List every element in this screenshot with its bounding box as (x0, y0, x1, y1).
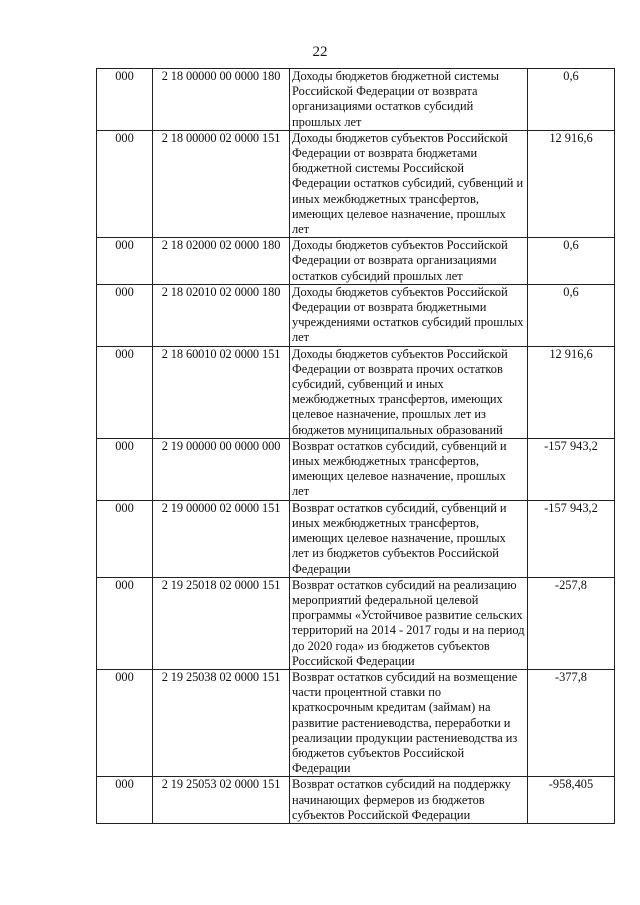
revenue-name-cell: Доходы бюджетов субъектов Российской Федерации от возврата организациями остатков субсидий прошлых лет (290, 238, 528, 285)
table-row (97, 346, 615, 438)
amount-cell: 12 916,6 (528, 346, 615, 438)
revenue-name-cell: Доходы бюджетов бюджетной системы Российской Федерации от возврата организациями остатков субсидий прошлых лет (290, 69, 528, 131)
table-row (97, 69, 615, 131)
admin-code-cell: 000 (97, 577, 153, 669)
amount-cell: 0,6 (528, 69, 615, 131)
budget-code-cell: 2 18 02010 02 0000 180 (153, 284, 290, 346)
revenue-name-cell: Возврат остатков субсидий на поддержку начинающих фермеров из бюджетов субъектов Российской Федерации (290, 777, 528, 824)
amount-cell: 0,6 (528, 284, 615, 346)
budget-code-cell: 2 18 02000 02 0000 180 (153, 238, 290, 285)
amount-cell: -157 943,2 (528, 438, 615, 500)
admin-code-cell: 000 (97, 238, 153, 285)
revenue-name-cell: Возврат остатков субсидий на реализацию мероприятий федеральной целевой программы «Устойчивое развитие сельских территорий на 2014 - 2017 годы и на период до 2020 года» из бюджетов субъектов Российской Федерации (290, 577, 528, 669)
admin-code-cell: 000 (97, 284, 153, 346)
budget-code-cell: 2 19 25018 02 0000 151 (153, 577, 290, 669)
page-number: 22 (312, 44, 328, 60)
table-row (97, 284, 615, 346)
amount-cell: -958,405 (528, 777, 615, 824)
revenue-name-cell: Возврат остатков субсидий, субвенций и иных межбюджетных трансфертов, имеющих целевое назначение, прошлых лет из бюджетов субъектов Российской Федерации (290, 500, 528, 577)
table-row (97, 438, 615, 500)
revenue-name-cell: Доходы бюджетов субъектов Российской Федерации от возврата бюджетными учреждениями остатков субсидий прошлых лет (290, 284, 528, 346)
budget-code-cell: 2 19 25053 02 0000 151 (153, 777, 290, 824)
admin-code-cell: 000 (97, 669, 153, 776)
budget-code-cell: 2 18 00000 00 0000 180 (153, 69, 290, 131)
budget-code-cell: 2 18 00000 02 0000 151 (153, 130, 290, 237)
budget-revenue-table (96, 68, 615, 824)
amount-cell: 12 916,6 (528, 130, 615, 237)
revenue-name-cell: Доходы бюджетов субъектов Российской Федерации от возврата бюджетами бюджетной системы Российской Федерации остатков субсидий, субвенций и иных межбюджетных трансфертов, имеющих целевое назначение, прошлых лет (290, 130, 528, 237)
amount-cell: -257,8 (528, 577, 615, 669)
revenue-name-cell: Доходы бюджетов субъектов Российской Федерации от возврата прочих остатков субсидий, субвенций и иных межбюджетных трансфертов, имеющих целевое назначение, прошлых лет из бюджетов муниципальных образований (290, 346, 528, 438)
admin-code-cell: 000 (97, 69, 153, 131)
budget-code-cell: 2 19 00000 02 0000 151 (153, 500, 290, 577)
budget-code-cell: 2 19 00000 00 0000 000 (153, 438, 290, 500)
admin-code-cell: 000 (97, 346, 153, 438)
admin-code-cell: 000 (97, 438, 153, 500)
table-row (97, 130, 615, 237)
table-row (97, 577, 615, 669)
revenue-name-cell: Возврат остатков субсидий на возмещение части процентной ставки по краткосрочным кредитам (займам) на развитие растениеводства, переработки и реализации продукции растениеводства из бюджетов субъектов Российской Федерации (290, 669, 528, 776)
table-row (97, 777, 615, 824)
amount-cell: 0,6 (528, 238, 615, 285)
table-row (97, 669, 615, 776)
table-row (97, 238, 615, 285)
budget-code-cell: 2 19 25038 02 0000 151 (153, 669, 290, 776)
admin-code-cell: 000 (97, 777, 153, 824)
budget-code-cell: 2 18 60010 02 0000 151 (153, 346, 290, 438)
amount-cell: -377,8 (528, 669, 615, 776)
amount-cell: -157 943,2 (528, 500, 615, 577)
admin-code-cell: 000 (97, 500, 153, 577)
admin-code-cell: 000 (97, 130, 153, 237)
revenue-name-cell: Возврат остатков субсидий, субвенций и иных межбюджетных трансфертов, имеющих целевое назначение, прошлых лет (290, 438, 528, 500)
table-row (97, 500, 615, 577)
